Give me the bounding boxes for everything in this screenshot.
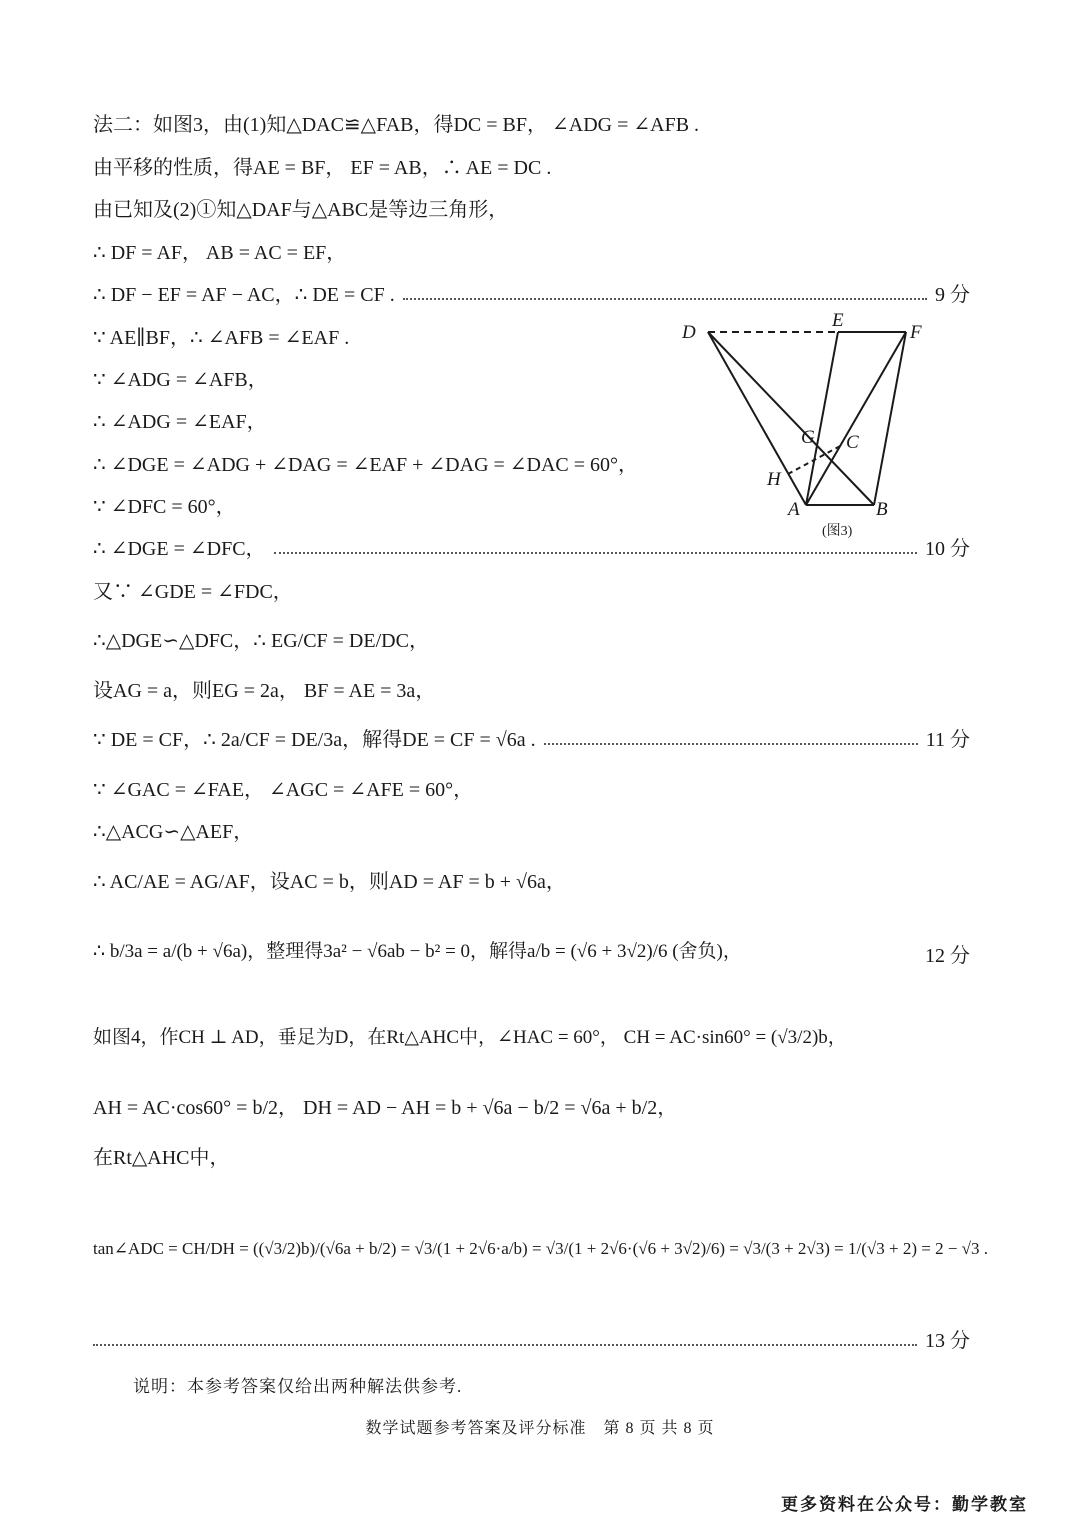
line-13: ∴△DGE∽△DFC，∴ EG/CF = DE/DC， <box>93 630 429 652</box>
line-19: ∴ b/3a = a/(b + √6a)，整理得3a² − √6ab − b² = 0，解得a/b = (√6 + 3√2)/6 (舍负)， <box>93 941 742 962</box>
line-2: 由平移的性质，得AE = BF， EF = AB，∴ AE = DC . <box>93 157 552 179</box>
figure-3 <box>660 300 940 550</box>
label-d: D <box>682 322 696 343</box>
note: 说明：本参考答案仅给出两种解法供参考. <box>133 1377 463 1396</box>
line-9: ∴ ∠DGE = ∠ADG + ∠DAG = ∠EAF + ∠DAG = ∠DAC = 60°， <box>93 454 639 476</box>
leader-dots <box>544 743 918 745</box>
line-5: ∴ DF − EF = AF − AC，∴ DE = CF . <box>93 284 395 306</box>
line-22: 在Rt△AHC中， <box>93 1147 230 1169</box>
page-footer: 数学试题参考答案及评分标准 第 8 页 共 8 页 <box>365 1420 715 1437</box>
line-4: ∴ DF = AF， AB = AC = EF， <box>93 242 347 264</box>
line-3: 由已知及(2)①知△DAF与△ABC是等边三角形， <box>93 199 509 221</box>
figure-caption: (图3) <box>822 524 853 539</box>
line-15: ∵ DE = CF，∴ 2a/CF = DE/3a，解得DE = CF = √6a . <box>93 729 536 751</box>
line-1: 法二：如图3，由(1)知△DAC≌△FAB，得DC = BF， ∠ADG = ∠AFB . <box>93 114 700 136</box>
label-c: C <box>846 432 859 453</box>
score-12: 12 分 <box>925 945 970 967</box>
line-14: 设AG = a，则EG = 2a， BF = AE = 3a， <box>93 680 436 702</box>
label-b: B <box>876 499 888 520</box>
line-8: ∴ ∠ADG = ∠EAF， <box>93 411 267 433</box>
label-g: G <box>801 427 815 448</box>
line-21: AH = AC·cos60° = b/2， DH = AD − AH = b + √6a − b/2 = √6a + b/2， <box>93 1097 678 1119</box>
label-a: A <box>788 499 800 520</box>
leader-dots <box>93 1344 917 1346</box>
line-7: ∵ ∠ADG = ∠AFB， <box>93 369 268 391</box>
score-10: 10 分 <box>925 538 970 560</box>
leader-dots <box>274 552 917 554</box>
line-20: 如图4，作CH ⊥ AD，垂足为D，在Rt△AHC中，∠HAC = 60°， CH = AC·sin60° = (√3/2)b， <box>93 1027 847 1048</box>
label-f: F <box>910 322 922 343</box>
promo-text: 更多资料在公众号：勤学教室 <box>781 1495 1028 1514</box>
line-11: ∴ ∠DGE = ∠DFC， <box>93 538 266 560</box>
label-h: H <box>767 469 781 490</box>
segment-hc <box>788 445 842 474</box>
line-10: ∵ ∠DFC = 60°， <box>93 496 236 518</box>
line-23: tan∠ADC = CH/DH = ((√3/2)b)/(√6a + b/2) = √3/(1 + 2√6·a/b) = √3/(1 + 2√6·(√6 + 3√2)/6) = √3/(3 + 2√3) = 1/(√3 + 2) = 2 − √3 . <box>93 1239 988 1258</box>
final-score-row <box>93 1328 970 1354</box>
line-18: ∴ AC/AE = AG/AF，设AC = b，则AD = AF = b + √6a， <box>93 871 566 893</box>
line-12: 又∵ ∠GDE = ∠FDC， <box>93 581 293 603</box>
line-6: ∵ AE∥BF，∴ ∠AFB = ∠EAF . <box>93 327 350 349</box>
line-17: ∴△ACG∽△AEF， <box>93 821 254 843</box>
score-13: 13 分 <box>925 1330 970 1352</box>
score-9: 9 分 <box>935 284 970 306</box>
score-11: 11 分 <box>925 729 970 751</box>
line-16: ∵ ∠GAC = ∠FAE， ∠AGC = ∠AFE = 60°， <box>93 779 474 801</box>
label-e: E <box>832 310 844 331</box>
line-15-row <box>93 727 970 753</box>
